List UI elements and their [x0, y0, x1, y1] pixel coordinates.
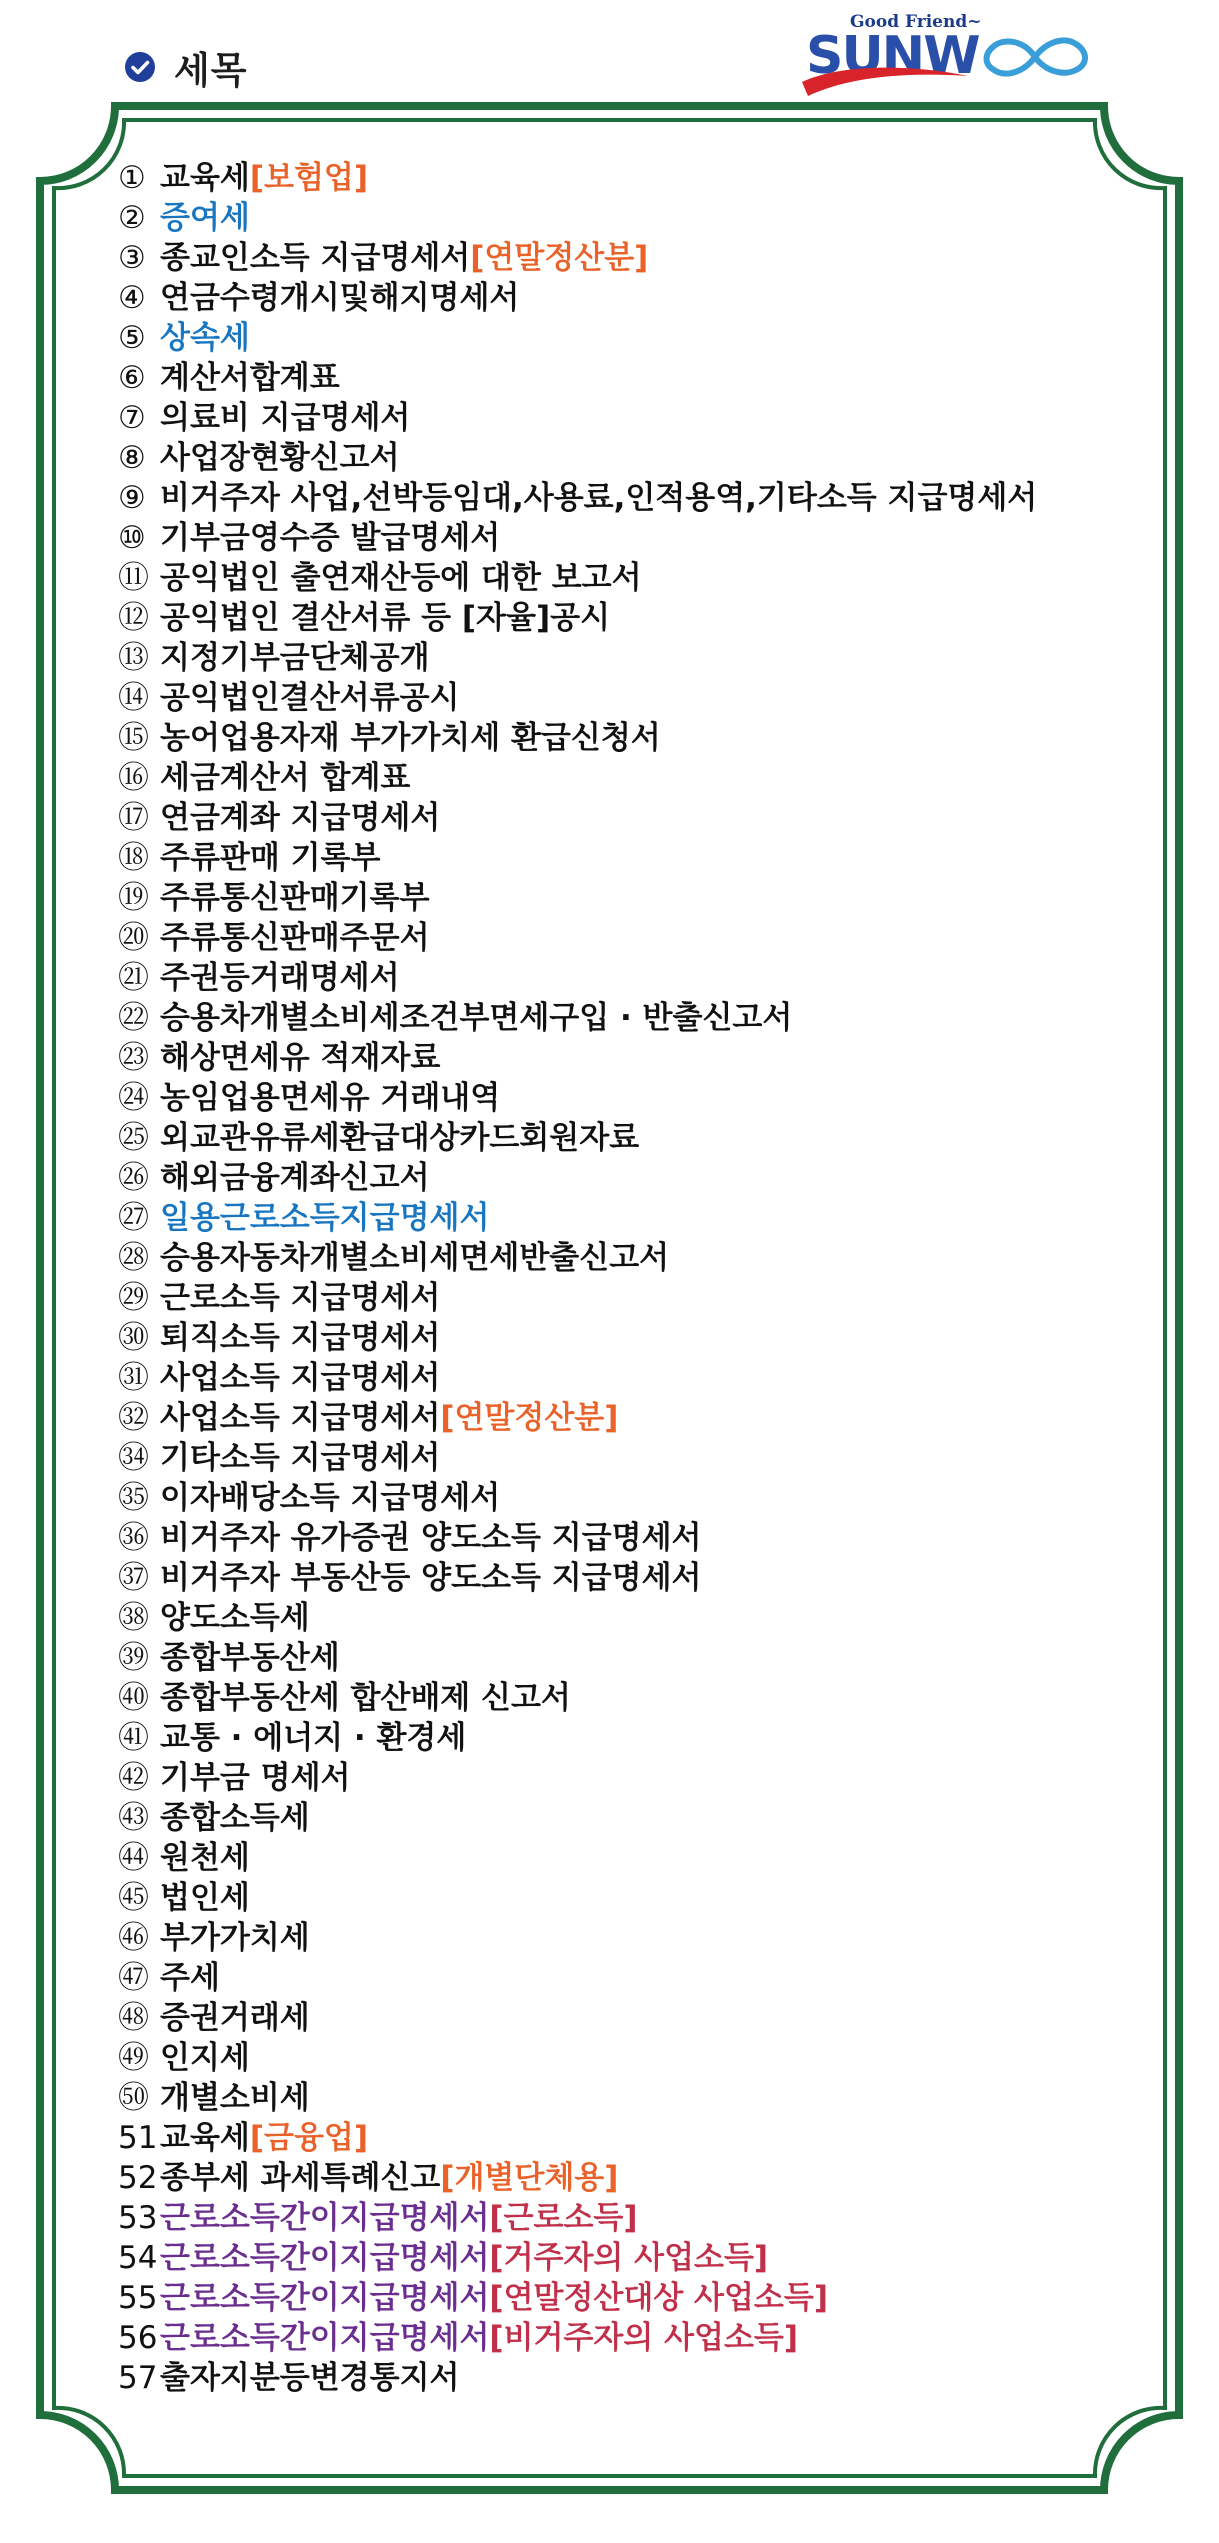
- item-label: 주류통신판매주문서: [160, 920, 430, 956]
- item-label: 기타소득 지급명세서: [160, 1440, 441, 1476]
- list-item: [118, 1878, 1158, 1918]
- item-number: 55: [118, 2280, 158, 2316]
- item-number: ㉟: [118, 1480, 149, 1516]
- item-label: 연금수령개시및해지명세서: [160, 280, 520, 316]
- item-number: ⑦: [118, 400, 146, 436]
- sunwoo-logo: [800, 8, 1100, 98]
- item-number: ㉔: [118, 1080, 149, 1116]
- item-number: ⑯: [118, 760, 149, 796]
- item-label: 법인세: [160, 1880, 250, 1916]
- item-label: 증권거래세: [160, 2000, 310, 2036]
- item-number: ㊿: [118, 2080, 149, 2116]
- list-item: [118, 1318, 1158, 1358]
- list-item: [118, 2078, 1158, 2118]
- item-label: 기부금 명세서: [160, 1760, 351, 1796]
- list-item: [118, 678, 1158, 718]
- list-item: [118, 158, 1158, 198]
- item-number: ⑬: [118, 640, 149, 676]
- item-label: 상속세: [160, 320, 250, 356]
- item-label: 종합부동산세: [160, 1640, 340, 1676]
- item-suffix: [근로소득]: [489, 2200, 638, 2236]
- list-item: [118, 198, 1158, 238]
- item-number: 57: [118, 2360, 158, 2396]
- list-item: [118, 398, 1158, 438]
- list-item: [118, 998, 1158, 1038]
- check-circle-icon: [124, 51, 156, 83]
- list-item: [118, 1638, 1158, 1678]
- list-item: [118, 478, 1158, 518]
- item-label: 근로소득간이지급명세서: [160, 2320, 490, 2356]
- list-item: [118, 958, 1158, 998]
- list-item: [118, 1438, 1158, 1478]
- item-label: 퇴직소득 지급명세서: [160, 1320, 441, 1356]
- list-item: [118, 878, 1158, 918]
- list-item: [118, 2358, 1158, 2398]
- list-item: [118, 1038, 1158, 1078]
- item-number: ⑳: [118, 920, 149, 956]
- item-label: 인지세: [160, 2040, 250, 2076]
- list-item: [118, 918, 1158, 958]
- list-item: [118, 1238, 1158, 1278]
- item-label: 승용자동차개별소비세면세반출신고서: [160, 1240, 670, 1276]
- list-item: [118, 838, 1158, 878]
- list-item: [118, 2238, 1158, 2278]
- list-item: [118, 1558, 1158, 1598]
- list-item: [118, 1998, 1158, 2038]
- item-number: ㊶: [118, 1720, 149, 1756]
- item-number: ②: [118, 200, 146, 236]
- item-label: 의료비 지급명세서: [160, 400, 411, 436]
- list-item: [118, 2158, 1158, 2198]
- item-number: ㉛: [118, 1360, 149, 1396]
- title-group: [124, 42, 247, 92]
- list-item: [118, 638, 1158, 678]
- item-number: ㊾: [118, 2040, 149, 2076]
- item-number: ㊴: [118, 1640, 149, 1676]
- item-label: 증여세: [160, 200, 250, 236]
- item-label: 종합부동산세 합산배제 신고서: [160, 1680, 571, 1716]
- list-item: [118, 1158, 1158, 1198]
- item-number: ①: [118, 160, 146, 196]
- item-label: 세금계산서 합계표: [160, 760, 411, 796]
- list-item: [118, 1838, 1158, 1878]
- item-number: ㉞: [118, 1440, 149, 1476]
- list-item: [118, 1678, 1158, 1718]
- item-label: 주류통신판매기록부: [160, 880, 430, 916]
- list-item: [118, 2038, 1158, 2078]
- item-label: 양도소득세: [160, 1600, 310, 1636]
- list-item: [118, 1118, 1158, 1158]
- item-number: ㊷: [118, 1760, 149, 1796]
- list-item: [118, 1398, 1158, 1438]
- list-item: [118, 798, 1158, 838]
- list-item: [118, 558, 1158, 598]
- item-label: 주권등거래명세서: [160, 960, 400, 996]
- list-item: [118, 1078, 1158, 1118]
- item-label: 일용근로소득지급명세서: [160, 1200, 490, 1236]
- item-number: ㉘: [118, 1240, 149, 1276]
- item-suffix: [거주자의 사업소득]: [489, 2240, 769, 2276]
- list-item: [118, 1918, 1158, 1958]
- header: [0, 0, 1219, 100]
- item-label: 종교인소득 지급명세서: [160, 240, 471, 276]
- item-number: 54: [118, 2240, 158, 2276]
- item-label: 근로소득 지급명세서: [160, 1280, 441, 1316]
- item-label: 해외금융계좌신고서: [160, 1160, 430, 1196]
- item-number: ㉜: [118, 1400, 149, 1436]
- item-number: ㊺: [118, 1880, 149, 1916]
- list-item: [118, 318, 1158, 358]
- item-label: 공익법인결산서류공시: [160, 680, 460, 716]
- item-label: 종합소득세: [160, 1800, 310, 1836]
- item-number: 51: [118, 2120, 158, 2156]
- item-label: 개별소비세: [160, 2080, 310, 2116]
- item-number: ㊽: [118, 2000, 149, 2036]
- item-number: ⑪: [118, 560, 149, 596]
- item-suffix: [개별단체용]: [440, 2160, 619, 2196]
- item-number: 56: [118, 2320, 158, 2356]
- item-number: ⑱: [118, 840, 149, 876]
- item-number: ㊲: [118, 1560, 149, 1596]
- item-label: 종부세 과세특례신고: [160, 2160, 441, 2196]
- list-item: [118, 1358, 1158, 1398]
- list-item: [118, 1718, 1158, 1758]
- list-item: [118, 2318, 1158, 2358]
- item-suffix: [연말정산분]: [470, 240, 649, 276]
- item-label: 농어업용자재 부가가치세 환급신청서: [160, 720, 661, 756]
- list-item: [118, 2198, 1158, 2238]
- item-suffix: [금융업]: [249, 2120, 369, 2156]
- tax-item-list: [118, 158, 1158, 2398]
- item-number: ㊸: [118, 1800, 149, 1836]
- item-label: 교통 · 에너지 · 환경세: [160, 1720, 467, 1756]
- item-label: 근로소득간이지급명세서: [160, 2280, 490, 2316]
- item-number: ㊼: [118, 1960, 149, 1996]
- list-item: [118, 1478, 1158, 1518]
- list-item: [118, 1798, 1158, 1838]
- item-label: 근로소득간이지급명세서: [160, 2200, 490, 2236]
- item-label: 근로소득간이지급명세서: [160, 2240, 490, 2276]
- list-item: [118, 2118, 1158, 2158]
- item-label: 사업소득 지급명세서: [160, 1400, 441, 1436]
- item-number: ⑧: [118, 440, 146, 476]
- item-label: 원천세: [160, 1840, 250, 1876]
- item-label: 이자배당소득 지급명세서: [160, 1480, 501, 1516]
- item-number: 52: [118, 2160, 158, 2196]
- list-item: [118, 278, 1158, 318]
- item-number: ㉙: [118, 1280, 149, 1316]
- item-number: ㊱: [118, 1520, 149, 1556]
- item-label: 승용차개별소비세조건부면세구입 · 반출신고서: [160, 1000, 793, 1036]
- item-label: 부가가치세: [160, 1920, 310, 1956]
- item-label: 기부금영수증 발급명세서: [160, 520, 501, 556]
- list-item: [118, 1518, 1158, 1558]
- item-number: ㉕: [118, 1120, 149, 1156]
- item-number: ㉚: [118, 1320, 149, 1356]
- item-suffix: [보험업]: [249, 160, 369, 196]
- item-label: 사업소득 지급명세서: [160, 1360, 441, 1396]
- item-number: ㉓: [118, 1040, 149, 1076]
- item-number: ㉗: [118, 1200, 149, 1236]
- list-item: [118, 598, 1158, 638]
- item-number: ⑫: [118, 600, 149, 636]
- list-item: [118, 1198, 1158, 1238]
- list-item: [118, 438, 1158, 478]
- list-item: [118, 1958, 1158, 1998]
- item-number: ㊻: [118, 1920, 149, 1956]
- item-suffix: [연말정산분]: [440, 1400, 619, 1436]
- logo-wordmark: SUNW: [806, 26, 979, 86]
- list-item: [118, 2278, 1158, 2318]
- item-number: ㊵: [118, 1680, 149, 1716]
- list-item: [118, 1278, 1158, 1318]
- item-number: ⑤: [118, 320, 146, 356]
- item-number: ㉒: [118, 1000, 149, 1036]
- item-label: 계산서합계표: [160, 360, 340, 396]
- item-number: ⑰: [118, 800, 149, 836]
- item-label: 공익법인 결산서류 등 [자율]공시: [160, 600, 611, 636]
- list-item: [118, 518, 1158, 558]
- list-item: [118, 238, 1158, 278]
- item-number: ㊳: [118, 1600, 149, 1636]
- item-label: 농임업용면세유 거래내역: [160, 1080, 501, 1116]
- item-suffix: [연말정산대상 사업소득]: [489, 2280, 828, 2316]
- list-item: [118, 358, 1158, 398]
- item-label: 비거주자 유가증권 양도소득 지급명세서: [160, 1520, 702, 1556]
- item-label: 연금계좌 지급명세서: [160, 800, 441, 836]
- swoosh-icon: [800, 62, 970, 100]
- item-label: 외교관유류세환급대상카드회원자료: [160, 1120, 640, 1156]
- item-label: 해상면세유 적재자료: [160, 1040, 441, 1076]
- item-number: ⑥: [118, 360, 146, 396]
- list-item: [118, 1758, 1158, 1798]
- item-number: ㊹: [118, 1840, 149, 1876]
- item-label: 사업장현황신고서: [160, 440, 400, 476]
- item-label: 교육세: [160, 2120, 250, 2156]
- item-number: ⑮: [118, 720, 149, 756]
- item-number: ⑩: [118, 520, 146, 556]
- item-number: 53: [118, 2200, 158, 2236]
- item-label: 주류판매 기록부: [160, 840, 381, 876]
- item-label: 출자지분등변경통지서: [160, 2360, 460, 2396]
- page-title: 세목: [174, 49, 248, 92]
- item-label: 비거주자 사업,선박등임대,사용료,인적용역,기타소득 지급명세서: [160, 480, 1038, 516]
- item-label: 비거주자 부동산등 양도소득 지급명세서: [160, 1560, 702, 1596]
- item-number: ⑲: [118, 880, 149, 916]
- logo-tagline: Good Friend~: [850, 12, 982, 32]
- item-label: 주세: [160, 1960, 220, 1996]
- item-suffix: [비거주자의 사업소득]: [489, 2320, 799, 2356]
- item-label: 공익법인 출연재산등에 대한 보고서: [160, 560, 642, 596]
- infinity-icon: [976, 32, 1094, 82]
- item-number: ㉑: [118, 960, 149, 996]
- list-item: [118, 758, 1158, 798]
- item-label: 교육세: [160, 160, 250, 196]
- list-item: [118, 718, 1158, 758]
- item-number: ④: [118, 280, 146, 316]
- item-label: 지정기부금단체공개: [160, 640, 430, 676]
- item-number: ㉖: [118, 1160, 149, 1196]
- item-number: ⑭: [118, 680, 149, 716]
- item-number: ③: [118, 240, 146, 276]
- item-number: ⑨: [118, 480, 146, 516]
- list-item: [118, 1598, 1158, 1638]
